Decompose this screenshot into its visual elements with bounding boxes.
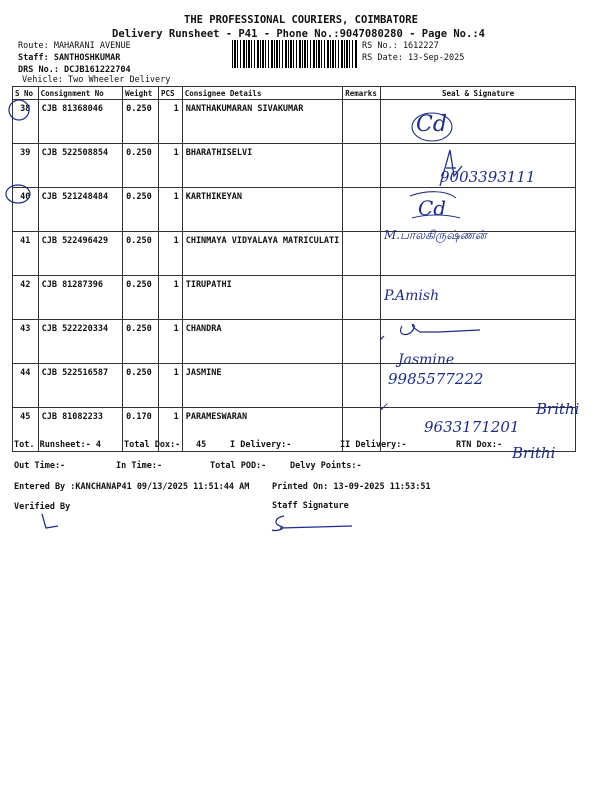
ii-delivery: II Delivery:-	[340, 440, 407, 450]
row-remarks	[343, 232, 381, 276]
row-weight: 0.250	[123, 232, 159, 276]
handwritten-signature: Cd	[416, 112, 447, 137]
row-pcs: 1	[158, 188, 182, 232]
row-weight: 0.250	[123, 144, 159, 188]
row-sno: 42	[13, 276, 39, 320]
printed-on: Printed On: 13-09-2025 11:53:51	[272, 482, 431, 492]
rs-number: RS No.: 1612227	[362, 41, 439, 51]
row-weight: 0.250	[123, 100, 159, 144]
row-sno: 43	[13, 320, 39, 364]
row-remarks	[343, 144, 381, 188]
col-seal-signature: Seal & Signature	[381, 87, 576, 100]
row-sno: 40	[13, 188, 39, 232]
row-weight: 0.250	[123, 276, 159, 320]
staff-label: Staff: SANTHOSHKUMAR	[18, 53, 121, 63]
total-pod: Total POD:-	[210, 461, 267, 471]
row-pcs: 1	[158, 320, 182, 364]
handwritten-mark: ✓	[378, 400, 389, 414]
runsheet-subtitle: Delivery Runsheet - P41 - Phone No.:9047080280 - Page No.:4	[112, 28, 485, 40]
handwritten-phone: 9003393111	[440, 168, 536, 186]
staff-signature-icon	[268, 512, 358, 534]
out-time: Out Time:-	[14, 461, 66, 471]
delvy-points: Delvy Points:-	[290, 461, 362, 471]
row-consignee: NANTHAKUMARAN SIVAKUMAR	[182, 100, 343, 144]
col-weight: Weight	[123, 87, 159, 100]
row-weight: 0.250	[123, 188, 159, 232]
verified-signature-icon	[36, 510, 66, 532]
col-consignee: Consignee Details	[182, 87, 343, 100]
runsheet-table	[12, 86, 576, 452]
staff-signature-label: Staff Signature	[272, 501, 349, 511]
row-consignment: CJB 522508854	[38, 144, 123, 188]
rs-date: RS Date: 13-Sep-2025	[362, 53, 465, 63]
row-consignee: TIRUPATHI	[182, 276, 343, 320]
row-consignment: CJB 521248484	[38, 188, 123, 232]
row-pcs: 1	[158, 276, 182, 320]
row-sno: 44	[13, 364, 39, 408]
row-weight: 0.250	[123, 320, 159, 364]
row-consignment: CJB 522516587	[38, 364, 123, 408]
drs-number: DRS No.: DCJB161222704	[18, 65, 131, 75]
row-consignment: CJB 81287396	[38, 276, 123, 320]
row-pcs: 1	[158, 232, 182, 276]
handwritten-signature: Cd	[418, 196, 447, 220]
col-sno: S No	[13, 87, 39, 100]
row-consignment: CJB 81368046	[38, 100, 123, 144]
row-consignee: KARTHIKEYAN	[182, 188, 343, 232]
row-consignee: BHARATHISELVI	[182, 144, 343, 188]
row-consignee: CHANDRA	[182, 320, 343, 364]
i-delivery: I Delivery:-	[230, 440, 292, 450]
verified-by-label: Verified By	[14, 502, 71, 512]
col-pcs: PCS	[158, 87, 182, 100]
row-sno: 39	[13, 144, 39, 188]
tot-runsheet: Tot. Runsheet:- 4	[14, 440, 101, 450]
row-remarks	[343, 188, 381, 232]
handwritten-signature: M.பாலகிருஷ்ணன்	[384, 228, 487, 242]
row-consignee: CHINMAYA VIDYALAYA MATRICULATI	[182, 232, 343, 276]
row-sno: 41	[13, 232, 39, 276]
handwritten-signature: P.Amish	[384, 288, 440, 304]
row-sno: 45	[13, 408, 39, 452]
barcode-image	[232, 40, 358, 68]
row-consignment: CJB 522220334	[38, 320, 123, 364]
col-remarks: Remarks	[343, 87, 381, 100]
row-remarks	[343, 276, 381, 320]
row-consignee: JASMINE	[182, 364, 343, 408]
handwritten-signature: Brithi	[512, 444, 556, 462]
handwritten-phone: 9985577222	[388, 370, 484, 388]
vehicle-label: Vehicle: Two Wheeler Delivery	[22, 75, 171, 85]
row-sno: 38	[13, 100, 39, 144]
route-label: Route: MAHARANI AVENUE	[18, 41, 131, 51]
entered-by: Entered By :KANCHANAP41 09/13/2025 11:51:44 AM	[14, 482, 250, 492]
row-signature-cell	[381, 188, 576, 232]
table-row	[13, 276, 576, 320]
rtn-dox: RTN Dox:-	[456, 440, 503, 450]
handwritten-signature: Jasmine	[398, 352, 455, 368]
total-dox-value: 45	[196, 440, 207, 450]
row-remarks	[343, 320, 381, 364]
table-header-row	[13, 87, 576, 100]
row-weight: 0.250	[123, 364, 159, 408]
in-time: In Time:-	[116, 461, 163, 471]
row-consignment: CJB 522496429	[38, 232, 123, 276]
total-dox-label: Total Dox:-	[124, 440, 181, 450]
row-pcs: 1	[158, 144, 182, 188]
table-row	[13, 364, 576, 408]
row-consignment: CJB 81082233	[38, 408, 123, 452]
col-consignment: Consignment No	[38, 87, 123, 100]
row-consignee: PARAMESWARAN	[182, 408, 343, 452]
handwritten-phone: 9633171201	[424, 418, 520, 436]
handwritten-signature: Brithi	[536, 400, 580, 418]
row-remarks	[343, 364, 381, 408]
row-pcs: 1	[158, 408, 182, 452]
table-row	[13, 232, 576, 276]
table-row	[13, 320, 576, 364]
row-pcs: 1	[158, 364, 182, 408]
row-pcs: 1	[158, 100, 182, 144]
row-weight: 0.170	[123, 408, 159, 452]
row-signature-cell	[381, 100, 576, 144]
company-name: THE PROFESSIONAL COURIERS, COIMBATORE	[184, 14, 418, 26]
row-remarks	[343, 100, 381, 144]
table-row	[13, 100, 576, 144]
table-row	[13, 188, 576, 232]
